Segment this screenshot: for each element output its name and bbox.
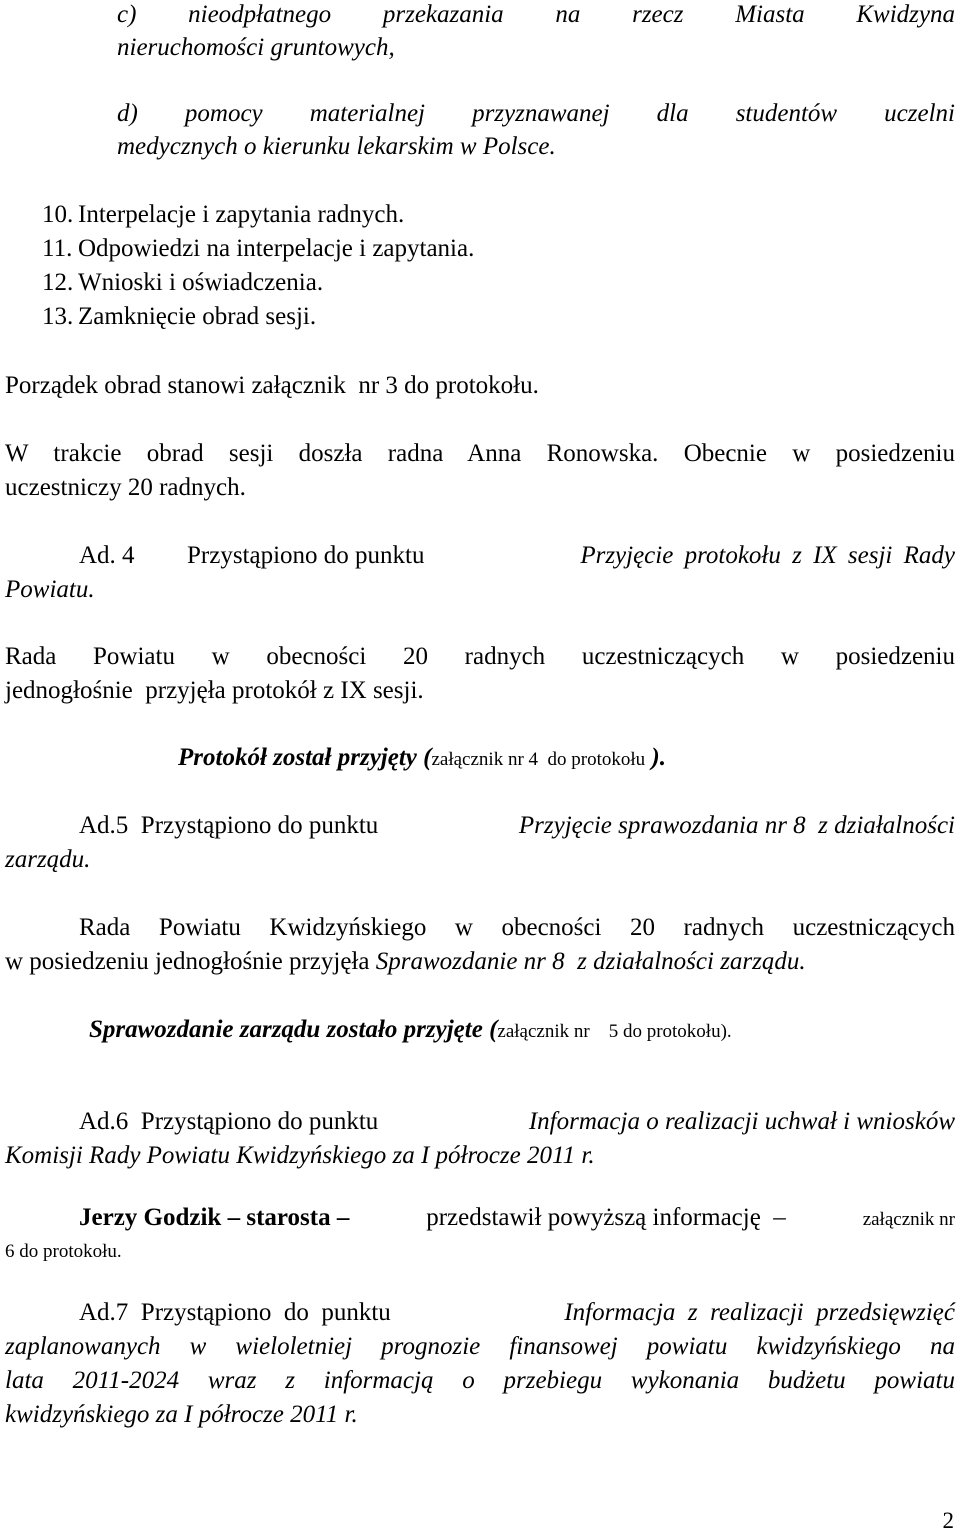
agenda-text: Wnioski i oświadczenia. xyxy=(78,269,324,296)
item-d-line1 xyxy=(117,97,955,130)
ad4-line2: Powiatu. xyxy=(5,576,95,603)
protocol-accepted-text: Protokół został przyjęty xyxy=(178,744,417,771)
agenda-number: 10. xyxy=(42,201,74,228)
ad6-title: Informacja o realizacji uchwał i wniosków xyxy=(528,1108,955,1135)
attachment-ref: załącznik nr 5 do protokołu xyxy=(497,1021,721,1042)
paren: ( xyxy=(489,1016,498,1043)
protocol-accepted xyxy=(178,741,666,776)
item-c-marker: c) xyxy=(117,1,137,28)
item-c-line2: nieruchomości gruntowych, xyxy=(117,34,395,61)
ad7-text: Ad.7 Przystąpiono do punktu xyxy=(79,1299,391,1326)
word: Kwidzyna xyxy=(856,1,955,28)
report-accepted xyxy=(89,1013,732,1048)
ad4-prefix: Ad. 4 xyxy=(79,542,135,569)
attachment-ref: załącznik nr 4 do protokołu xyxy=(431,749,646,770)
ad6-text: Ad.6 Przystąpiono do punktu xyxy=(79,1108,379,1135)
word: studentów xyxy=(735,100,838,127)
resolution2-text: w posiedzeniu jednogłośnie przyjęła xyxy=(5,948,370,975)
agenda-item xyxy=(42,232,474,265)
ad6-line2: Komisji Rady Powiatu Kwidzyńskiego za I półrocze 2011 r. xyxy=(5,1142,595,1169)
word: przyznawanej xyxy=(472,100,610,127)
agenda-number: 12. xyxy=(42,269,74,296)
word: rzecz xyxy=(632,1,684,28)
report-accepted-text: Sprawozdanie zarządu zostało przyjęte xyxy=(89,1016,483,1043)
item-d-marker: d) xyxy=(117,100,138,127)
ad4-text: Przystąpiono do punktu xyxy=(187,542,425,569)
ad5-text: Ad.5 Przystąpiono do punktu xyxy=(79,812,379,839)
ad5-line2: zarządu. xyxy=(5,846,91,873)
item-d-line2: medycznych o kierunku lekarskim w Polsce. xyxy=(117,133,556,160)
word: uczelni xyxy=(884,100,955,127)
resolution1-line1: Rada Powiatu w obecności 20 radnych uczestniczących w posiedzeniu xyxy=(5,643,955,670)
ad5-title: Przyjęcie sprawozdania nr 8 z działalności xyxy=(518,812,955,839)
paren: ). xyxy=(720,1021,732,1042)
ad7-line3: lata 2011-2024 wraz z informacją o przebiegu wykonania budżetu powiatu xyxy=(5,1367,955,1394)
word: na xyxy=(555,1,581,28)
paren: ). xyxy=(651,744,666,771)
resolution2-title: Sprawozdanie nr 8 z działalności zarządu. xyxy=(375,948,806,975)
word: pomocy xyxy=(184,100,263,127)
item-c-line1 xyxy=(117,0,955,31)
ad7-line4: kwidzyńskiego za I półrocze 2011 r. xyxy=(5,1401,358,1428)
attendance-line1: W trakcie obrad sesji doszła radna Anna Ronowska. Obecnie w posiedzeniu xyxy=(5,440,955,467)
agenda-number: 13. xyxy=(42,303,74,330)
attachment-ref: załącznik nr xyxy=(862,1209,955,1230)
resolution1-line2: jednogłośnie przyjęła protokół z IX sesji. xyxy=(5,677,424,704)
paren: ( xyxy=(423,744,432,771)
ad7-title: Informacja z realizacji przedsięwzięć xyxy=(564,1299,955,1326)
presenter-line2: 6 do protokołu. xyxy=(5,1241,122,1262)
presenter-line1 xyxy=(79,1201,955,1236)
agenda-number: 11. xyxy=(42,235,73,262)
resolution2-line2 xyxy=(5,945,806,978)
word: przekazania xyxy=(382,1,504,28)
agenda-text: Odpowiedzi na interpelacje i zapytania. xyxy=(78,235,475,262)
presenter-name: Jerzy Godzik – starosta – xyxy=(79,1204,350,1231)
presenter-text: przedstawił powyższą informację – xyxy=(426,1204,786,1231)
attendance-line2: uczestniczy 20 radnych. xyxy=(5,474,246,501)
agenda-item xyxy=(42,266,323,299)
word: materialnej xyxy=(309,100,425,127)
word: dla xyxy=(656,100,689,127)
ad7-line2: zaplanowanych w wieloletniej prognozie finansowej powiatu kwidzyńskiego na xyxy=(5,1333,955,1360)
agenda-text: Zamknięcie obrad sesji. xyxy=(78,303,317,330)
page-number: 2 xyxy=(942,1508,954,1533)
ad6-line1 xyxy=(79,1105,955,1138)
ad4-line1 xyxy=(187,539,955,572)
agenda-text: Interpelacje i zapytania radnych. xyxy=(78,201,405,228)
word: nieodpłatnego xyxy=(188,1,332,28)
resolution2-line1: Rada Powiatu Kwidzyńskiego w obecności 20 radnych uczestniczących xyxy=(79,914,955,941)
ad7-line1 xyxy=(79,1296,955,1329)
agenda-attachment-note: Porządek obrad stanowi załącznik nr 3 do protokołu. xyxy=(5,372,539,399)
agenda-item xyxy=(42,300,316,333)
word: Miasta xyxy=(735,1,805,28)
ad4-title: Przyjęcie protokołu z IX sesji Rady xyxy=(580,542,955,569)
ad5-line1 xyxy=(79,809,955,842)
agenda-item xyxy=(42,198,404,231)
